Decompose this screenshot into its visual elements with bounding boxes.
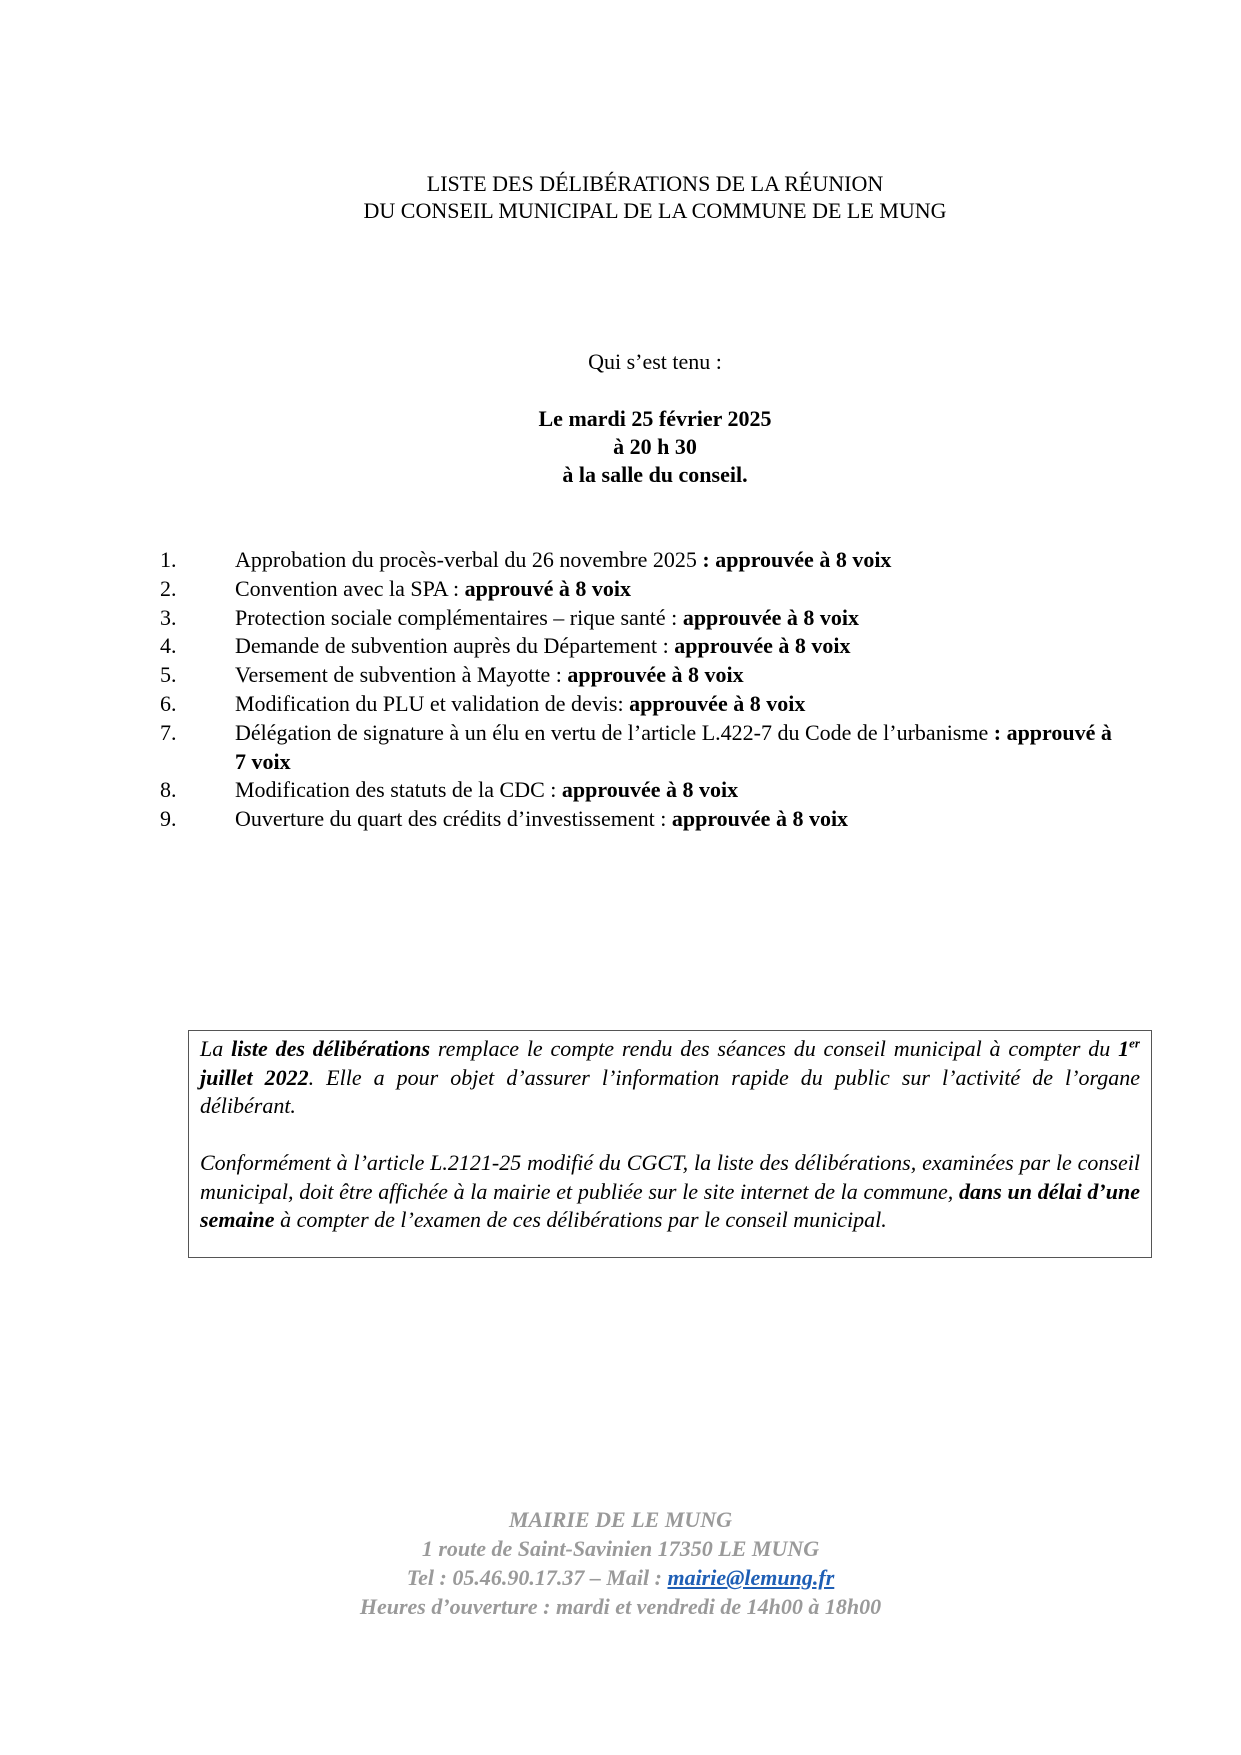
notice-text: La: [200, 1036, 232, 1061]
footer-phone: Tel : 05.46.90.17.37 – Mail :: [406, 1565, 668, 1590]
item-number: 8.: [160, 777, 177, 803]
list-item: [160, 632, 1120, 661]
email-link[interactable]: mairie@lemung.fr: [667, 1565, 835, 1590]
list-item: [160, 575, 1120, 604]
notice-emphasis: dans un délai d’une semaine: [200, 1178, 1140, 1232]
item-result: approuvée à 8 voix: [561, 777, 739, 803]
item-text: Versement de subvention à Mayotte :: [235, 662, 568, 688]
list-item: [160, 690, 1120, 719]
paragraph-gap: [200, 1121, 1140, 1150]
meeting-time: à 20 h 30: [613, 434, 697, 459]
notice-text: . Elle a pour objet d’assurer l’information rapide du public sur l’activité de l’organe délibérant.: [200, 1064, 1140, 1118]
notice-date-day: 1: [1118, 1036, 1130, 1061]
item-result: : approuvée à 8 voix: [696, 547, 892, 572]
item-result: approuvé à 8 voix: [464, 575, 632, 601]
notice-text: Conformément à l’article L.2121-25 modifié du CGCT, la liste des délibérations, examinées par le conseil municipal, doit être affichée à la mairie et publiée sur le site internet de la commune,: [200, 1150, 1140, 1204]
item-number: 6.: [160, 690, 177, 716]
notice-date-rest: juillet 2022: [200, 1064, 309, 1090]
item-number: 1.: [160, 547, 177, 572]
deliberations-list: [160, 546, 1120, 834]
item-number: 7.: [160, 719, 177, 745]
list-item: [160, 776, 1120, 805]
notice-emphasis: liste des délibérations: [231, 1036, 431, 1061]
notice-paragraph-1: [200, 1035, 1140, 1121]
item-text: Modification du PLU et validation de devis:: [235, 690, 630, 716]
list-item: [160, 805, 1120, 834]
footer-contact: [0, 1563, 1241, 1592]
footer-address: 1 route de Saint-Savinien 17350 LE MUNG: [421, 1536, 820, 1561]
notice-date-sup: er: [1129, 1035, 1140, 1051]
list-item: [160, 661, 1120, 690]
footer-hours: Heures d’ouverture : mardi et vendredi de 14h00 à 18h00: [359, 1594, 882, 1619]
item-text: Délégation de signature à un élu en vertu de l’article L.422-7 du Code de l’urbanisme: [235, 719, 994, 745]
item-text: Protection sociale complémentaires – rique santé :: [235, 604, 683, 630]
notice-box: [188, 1030, 1152, 1258]
item-result: approuvée à 8 voix: [629, 690, 806, 716]
meeting-place: à la salle du conseil.: [562, 462, 748, 487]
item-number: 9.: [160, 806, 177, 832]
title-line-2: DU CONSEIL MUNICIPAL DE LA COMMUNE DE LE MUNG: [363, 198, 947, 223]
notice-text: remplace le compte rendu des séances du conseil municipal à compter du: [430, 1036, 1119, 1061]
title-line-1: LISTE DES DÉLIBÉRATIONS DE LA RÉUNION: [426, 171, 884, 196]
item-number: 4.: [160, 633, 177, 659]
list-item: [160, 604, 1120, 633]
item-text: Modification des statuts de la CDC :: [235, 777, 562, 803]
item-result: approuvée à 8 voix: [682, 604, 860, 630]
item-result: approuvée à 8 voix: [671, 806, 849, 832]
meeting-details: [0, 405, 1241, 489]
intro-text: Qui s’est tenu :: [588, 349, 722, 374]
footer-name: MAIRIE DE LE MUNG: [508, 1507, 733, 1532]
footer: [0, 1505, 1241, 1621]
item-text: Convention avec la SPA :: [235, 575, 465, 601]
item-result: : approuvé à 7 voix: [235, 719, 1112, 774]
item-number: 2.: [160, 575, 177, 601]
list-item: [160, 546, 1120, 575]
item-text: Ouverture du quart des crédits d’investissement :: [235, 806, 672, 832]
item-number: 3.: [160, 604, 177, 630]
meeting-date: Le mardi 25 février 2025: [538, 406, 772, 431]
item-text: Approbation du procès-verbal du 26 novembre 2025: [235, 547, 697, 572]
item-result: approuvée à 8 voix: [674, 633, 851, 659]
notice-text: à compter de l’examen de ces délibérations par le conseil municipal.: [274, 1207, 887, 1232]
notice-paragraph-2: [200, 1149, 1140, 1235]
item-text: Demande de subvention auprès du Département :: [235, 633, 675, 659]
document-title: [0, 170, 1241, 224]
item-number: 5.: [160, 662, 177, 688]
item-result: approuvée à 8 voix: [567, 662, 744, 688]
list-item: [160, 719, 1120, 777]
